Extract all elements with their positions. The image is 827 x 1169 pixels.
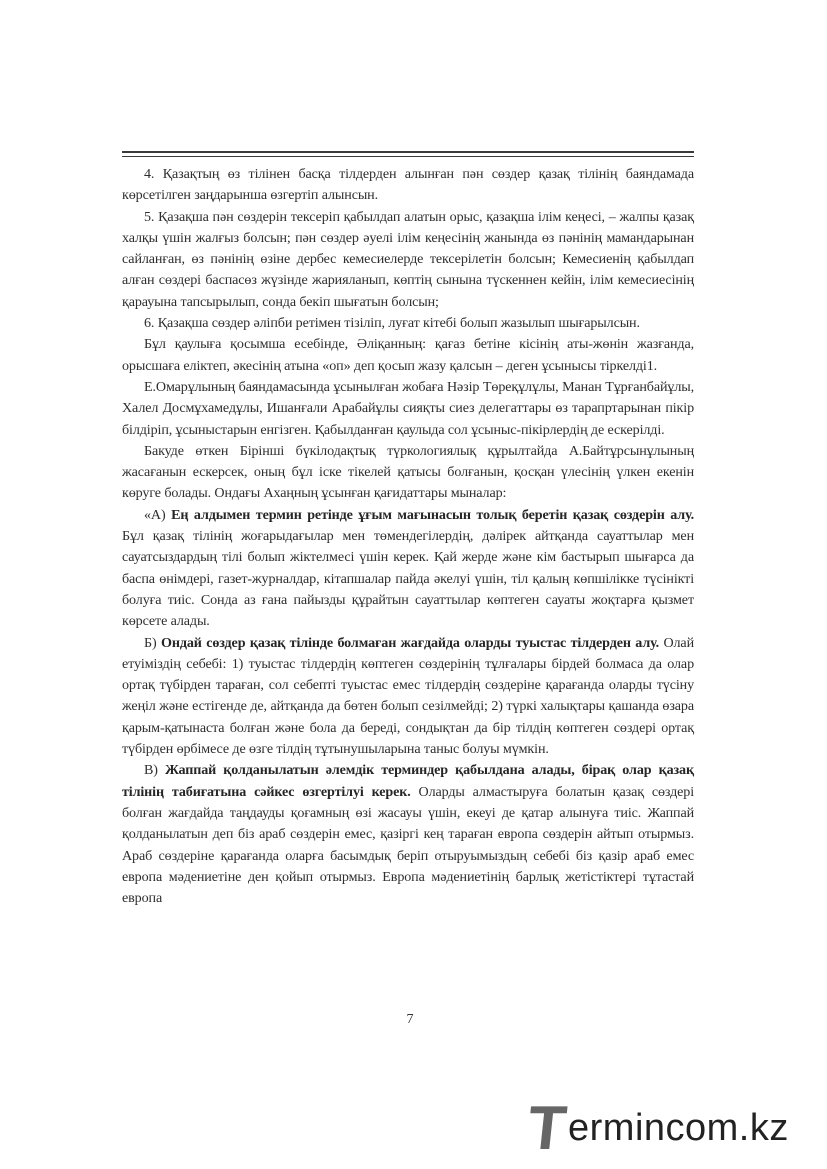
text-run: В) bbox=[144, 762, 165, 779]
paragraph-3 bbox=[122, 313, 694, 334]
paragraph-5 bbox=[122, 377, 694, 441]
bold-text-run: Жаппай қолданылатын әлемдік терминдер қабылдана алады, бірақ олар қазақ тілінің табиғатына сәйкес өзгертілуі керек. bbox=[122, 762, 694, 800]
logo-initial: T bbox=[524, 1094, 570, 1163]
text-run: Е.Омарұлының баяндамасында ұсынылған жобаға Нәзір Төреқұлұлы, Манан Тұрғанбайұлы, Халел Досмұхамедұлы, Ишанғали Арабайұлы сияқты сиез делегаттары өз тарапртарынан пікір білдіріп, ұсыныстарын енгізген. Қабылданған қаулыда сол ұсыныс-пікірлердің де ескерілді. bbox=[122, 378, 694, 438]
text-run: Олай етуіміздің себебі: 1) туыстас тілдердің көптеген сөздерінің тұлғалары бірдей болмаса да олар ортақ түбірден тараған, сол себепті туыстас емес тілдердің сөздеріне қарағанда оларды түсіну жеңіл және естігенде де, айтқанда да бөтен болып сезілмейді; 2) түркі халықтары қашанда өзара қарым-қатынаста болған және бола да береді, сондықтан да бір тілдің көптеген сөздері ортақ түбірден өрбімесе де өзге тілдің тұтынушыларына таныс болуы мүмкін. bbox=[122, 634, 694, 758]
text-run: Бұл қаулыға қосымша есебінде, Әліқанның: қағаз бетіне кісінің аты-жөнін жазғанда, орысшаға еліктеп, әкесінің атына «оп» деп қосып жазу қалсын – деген ұсынысы тіркелді1. bbox=[122, 336, 694, 374]
header-rule-thin bbox=[122, 156, 694, 157]
text-run: 5. Қазақша пән сөздерін тексеріп қабылдап алатын орыс, қазақша ілім кеңесі, – жалпы қазақ халқы үшін жалғыз болсын; пән сөздер әуелі ілім кеңесінің жанында өз пәнінің мамандарынан сайланған, өз пәнінің өзіне дербес кемесиелерде тексерілетін болсын; Кемесиенің қабылдап алған сөздері баспасөз жүзінде жарияланып, көптің сынына түскеннен кейін, ілім кемесиесінің қарауына тапсырылып, сонда бекіп шығатын болсын; bbox=[122, 208, 694, 310]
header-rule-thick bbox=[122, 151, 694, 153]
text-run: 6. Қазақша сөздер әліпби ретімен тізіліп, луғат кітебі болып жазылып шығарылсын. bbox=[144, 315, 640, 332]
bold-text-run: Ең алдымен термин ретінде ұғым мағынасын толық беретін қазақ сөздерін алу. bbox=[171, 506, 695, 523]
text-run: Бакуде өткен Бірінші бүкілодақтық түркологиялық құрылтайда А.Байтұрсынұлының жасағанын ескерсек, оның бұл іске тікелей қатысы болғанын, қосқан үлесінің үлкен екенін көруге болады. Ондағы Ахаңның ұсынған қағидаттары мыналар: bbox=[122, 442, 694, 502]
text-run: «А) bbox=[144, 506, 172, 523]
paragraph-7 bbox=[122, 505, 694, 633]
logo-text: ermincom.kz bbox=[568, 1107, 789, 1149]
paragraph-8 bbox=[122, 633, 694, 761]
paragraph-6 bbox=[122, 441, 694, 505]
paragraph-9 bbox=[122, 760, 694, 909]
text-run: Бұл қазақ тілінің жоғарыдағылар мен төмендегілердің, дәлірек айтқанда сауаттылар мен сауатсыздардың тілі болып жіктелмесі үшін керек. Қай жерде және кім бастырып шығарса да баспа өнімдері, газет-журналдар, кітапшалар пайда әкелуі үшін, тіл қалың көпшілікке түсінікті болуға тиіс. Сонда аз ғана пайызды құрайтын сауаттылар көптеген сауаты жоқтарға қызмет көрсете алады. bbox=[122, 528, 694, 630]
text-run: Оларды алмастыруға болатын қазақ сөздері болған жағдайда таңдауды қоғамның өзі жасауы үшін, екеуі де қатар алынуға тиіс. Жаппай қолданылатын деп біз араб сөздерін емес, қазіргі кең тараған европа сөздерін айтып отырмыз. Араб сөздеріне қарағанда оларға басымдық беріп отыруымыздың себебі біз қазір араб емес европа мәдениетіне ден қойып отырмыз. Европа мәдениетінің барлық жетістіктері тұтастай европа bbox=[122, 783, 695, 907]
paragraph-1 bbox=[122, 164, 694, 207]
text-run: Б) bbox=[144, 634, 161, 651]
paragraph-2 bbox=[122, 207, 694, 313]
termincom-logo[interactable] bbox=[524, 1094, 818, 1163]
paragraph-4 bbox=[122, 334, 694, 377]
text-run: 4. Қазақтың өз тілінен басқа тілдерден алынған пән сөздер қазақ тілінің баяндамада көрсетілген заңдарынша өзгертіп алынсын. bbox=[122, 166, 694, 204]
body-text bbox=[122, 164, 694, 909]
page-number: 7 bbox=[406, 1012, 414, 1027]
bold-text-run: Ондай сөздер қазақ тілінде болмаған жағдайда оларды туыстас тілдерден алу. bbox=[160, 634, 660, 651]
